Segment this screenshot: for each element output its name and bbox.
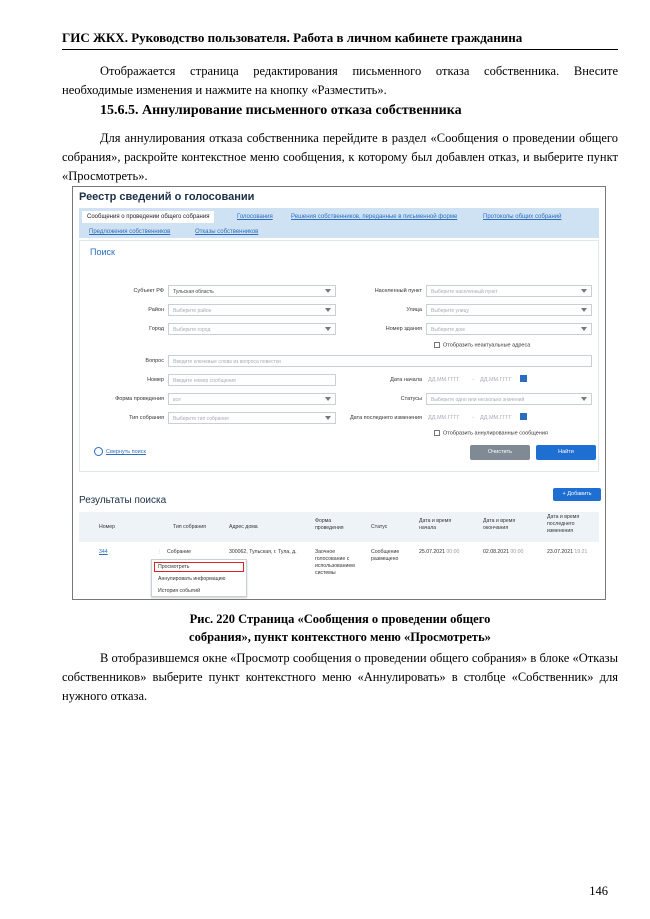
chevron-down-icon	[325, 416, 331, 420]
chevron-down-icon	[581, 289, 587, 293]
col-start: Дата и время начала	[419, 518, 452, 531]
irrelevant-addresses-checkbox[interactable]: Отобразить неактуальные адреса	[434, 342, 530, 348]
chevron-down-icon	[325, 308, 331, 312]
chevron-down-icon	[581, 308, 587, 312]
calendar-icon[interactable]	[520, 413, 527, 420]
label-locality: Населенный пункт	[374, 288, 422, 294]
tab-owner-proposals[interactable]: Предложения собственников	[89, 229, 171, 235]
row-status: Сообщение размещено	[371, 549, 400, 562]
subject-select[interactable]: Тульская область	[168, 285, 336, 297]
tab-votings[interactable]: Голосования	[237, 214, 273, 220]
tab-owner-refusals[interactable]: Отказы собственников	[195, 229, 259, 235]
row-form: Заочное голосование с использованием системы	[315, 549, 355, 576]
date-start-from[interactable]: ДД.ММ.ГГГГ	[428, 377, 460, 383]
paragraph-2: Для аннулирования отказа собственника перейдите в раздел «Сообщения о проведении общего собрания», раскройте контекстное меню сообщения, к которому был добавлен отказ, и выберите пункт «Просмотреть».	[62, 131, 618, 183]
section-heading: 15.6.5. Аннулирование письменного отказа собственника	[100, 103, 462, 118]
row-end: 02.08.2021 00:00	[483, 549, 524, 555]
menu-item-annul[interactable]: Аннулировать информацию	[158, 576, 226, 582]
col-end: Дата и время окончания	[483, 518, 516, 531]
running-header: ГИС ЖКХ. Руководство пользователя. Работа в личном кабинете гражданина	[62, 30, 618, 50]
chevron-down-icon	[325, 397, 331, 401]
menu-item-view[interactable]: Просмотреть	[158, 564, 190, 570]
row-address: 300062, Тульская, г. Тула, д.	[229, 549, 297, 555]
search-panel	[79, 240, 599, 472]
col-status: Статус	[371, 524, 388, 530]
tab-bar	[79, 208, 599, 238]
paragraph-1: Отображается страница редактирования письменного отказа собственника. Внесите необходимые изменения и нажмите на кнопку «Разместить».	[62, 64, 618, 97]
chevron-down-icon	[325, 289, 331, 293]
type-select[interactable]: Выберите тип собрания	[168, 412, 336, 424]
paragraph-3: В отобразившемся окне «Просмотр сообщения о проведении общего собрания» в блоке «Отказы собственников» выберите пункт контекстного меню «Аннулировать» в столбце «Собственник» для нужного отказа.	[62, 651, 618, 703]
question-input[interactable]: Введите ключевые слова из вопроса повестки	[168, 355, 592, 367]
col-changed: Дата и время последнего изменения	[547, 514, 580, 534]
label-statuses: Статусы	[400, 396, 422, 402]
label-subject: Субъект РФ	[133, 288, 164, 294]
chevron-down-icon	[581, 397, 587, 401]
label-city: Город	[149, 326, 164, 332]
label-district: Район	[148, 307, 164, 313]
date-change-to[interactable]: ДД.ММ.ГГГГ	[480, 415, 512, 421]
chevron-up-icon: ˆ	[94, 447, 103, 456]
screenshot-figure	[72, 186, 606, 600]
col-number: Номер	[99, 524, 115, 530]
row-start: 25.07.2021 00:00	[419, 549, 460, 555]
calendar-icon[interactable]	[520, 375, 527, 382]
row-number-link[interactable]: 344	[99, 549, 108, 555]
chevron-down-icon	[581, 327, 587, 331]
label-number: Номер	[147, 377, 164, 383]
add-button[interactable]: + Добавить	[553, 488, 601, 501]
number-input[interactable]: Введите номер сообщения	[168, 374, 336, 386]
page-number: 146	[589, 884, 608, 898]
label-form: Форма проведения	[115, 396, 164, 402]
label-date-start: Дата начала	[390, 377, 422, 383]
row-menu-icon[interactable]: ⋮	[157, 549, 163, 555]
label-house: Номер здания	[385, 326, 422, 332]
figure-caption	[62, 610, 618, 646]
col-address: Адрес дома	[229, 524, 258, 530]
label-street: Улица	[406, 307, 422, 313]
registry-title: Реестр сведений о голосовании	[79, 191, 255, 203]
house-select[interactable]: Выберите дом	[426, 323, 592, 335]
tab-messages[interactable]: Сообщения о проведении общего собрания	[82, 211, 214, 223]
plus-icon: +	[562, 491, 568, 497]
locality-select[interactable]: Выберите населенный пункт	[426, 285, 592, 297]
col-type: Тип собрания	[173, 524, 206, 530]
context-menu	[151, 559, 247, 597]
city-select[interactable]: Выберите город	[168, 323, 336, 335]
row-changed: 23.07.2021 19:21	[547, 549, 588, 555]
chevron-down-icon	[325, 327, 331, 331]
form-select[interactable]: все	[168, 393, 336, 405]
tab-protocols[interactable]: Протоколы общих собраний	[483, 214, 562, 220]
date-start-to[interactable]: ДД.ММ.ГГГГ	[480, 377, 512, 383]
col-form: Форма проведения	[315, 518, 344, 531]
collapse-search-link[interactable]: ˆ Свернуть поиск	[94, 447, 146, 456]
tab-owner-decisions[interactable]: Решения собственников, переданные в письменной форме	[291, 214, 458, 220]
statuses-select[interactable]: Выберите одно или несколько значений	[426, 393, 592, 405]
street-select[interactable]: Выберите улицу	[426, 304, 592, 316]
date-separator: -	[472, 415, 474, 421]
district-select[interactable]: Выберите район	[168, 304, 336, 316]
row-type: Собрание	[167, 549, 192, 555]
search-title: Поиск	[90, 247, 115, 257]
caption-line-2: собрания», пункт контекстного меню «Просмотреть»	[189, 630, 491, 644]
label-type: Тип собрания	[129, 415, 164, 421]
caption-line-1: Рис. 220 Страница «Сообщения о проведении общего	[189, 612, 491, 626]
clear-button[interactable]: Очистить	[470, 445, 530, 460]
results-table-header	[79, 512, 599, 542]
find-button[interactable]: Найти	[536, 445, 596, 460]
date-change-from[interactable]: ДД.ММ.ГГГГ	[428, 415, 460, 421]
menu-item-history[interactable]: История событий	[158, 588, 200, 594]
label-question: Вопрос	[145, 358, 164, 364]
label-date-change: Дата последнего изменения	[349, 415, 422, 421]
cancelled-messages-checkbox[interactable]: Отобразить аннулированные сообщения	[434, 430, 548, 436]
date-separator: -	[472, 377, 474, 383]
results-title: Результаты поиска	[79, 495, 167, 506]
